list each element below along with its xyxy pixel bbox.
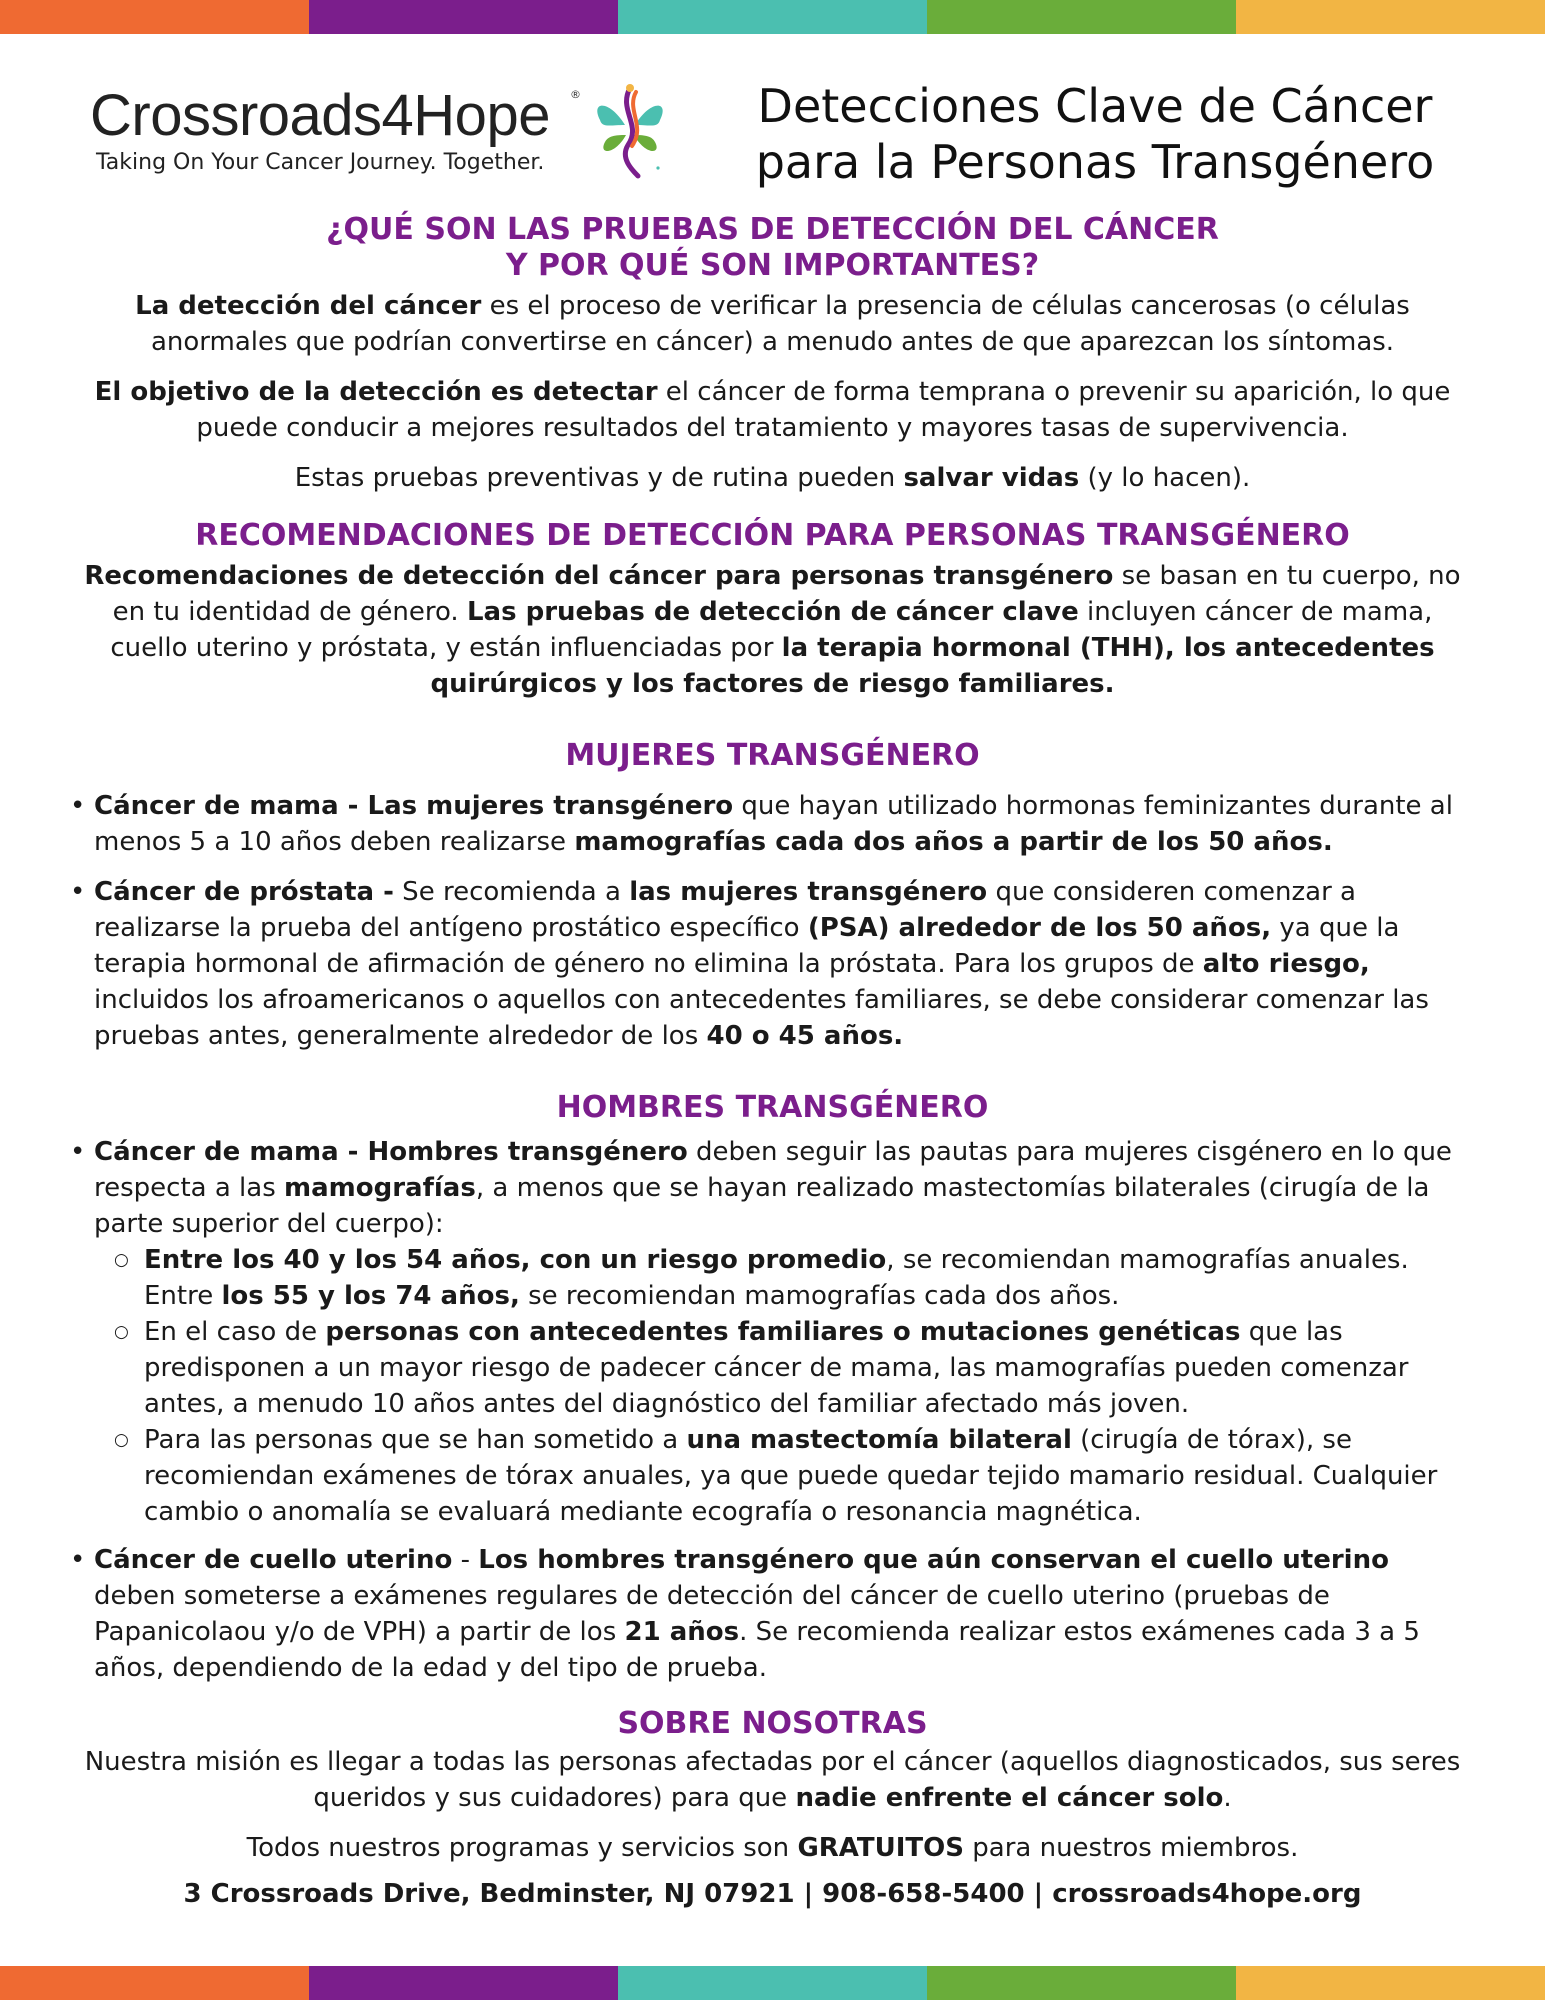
intro-paragraph-3: Estas pruebas preventivas y de rutina pueden salvar vidas (y lo hacen).	[294, 463, 1251, 493]
intro-heading	[70, 212, 1475, 284]
page-title-line2: para la Personas Transgénero	[755, 135, 1435, 189]
list-item-breast-women: • Cáncer de mama - Las mujeres transgénero que hayan utilizado hormonas feminizantes durante al menos 5 a 10 años deben realizarse mamografías cada dos años a partir de los 50 años.	[70, 788, 1475, 860]
trans-men-list	[70, 1134, 1475, 1686]
list-item-breast-men: • Cáncer de mama - Hombres transgénero deben seguir las pautas para mujeres cisgénero en lo que respecta a las mamografías, a menos que se hayan realizado mastectomías bilaterales (cirugía de la parte superior del cuerpo): ○ Entre los 40 y los 54 años, con un riesgo promedio, se recomiendan mamografías anuales. Entre los 55 y los 74 años, se recomiendan mamografías cada dos años. ○ En el caso de personas con antecedentes familiares o mutaciones genéticas que las predisponen a un mayor riesgo de padecer cáncer de mama, las mamografías pueden comenzar antes, a menudo 10 años antes del diagnóstico del familiar afectado más joven. ○ Para las personas que se han sometido a una mastectomía bilateral (cirugía de tórax), se recomiendan exámenes de tórax anuales, ya que puede quedar tejido mamario residual. Cualquier cambio o anomalía se evaluará mediante ecografía o resonancia magnética.	[70, 1134, 1475, 1530]
intro-paragraph-2: El objetivo de la detección es detectar el cáncer de forma temprana o prevenir su aparición, lo que puede conducir a mejores resultados del tratamiento y mayores tasas de supervivencia.	[94, 377, 1451, 443]
list-item-cervical: • Cáncer de cuello uterino - Los hombres transgénero que aún conservan el cuello uterino deben someterse a exámenes regulares de detección del cáncer de cuello uterino (pruebas de Papanicolaou y/o de VPH) a partir de los 21 años. Se recomienda realizar estos exámenes cada 3 a 5 años, dependiendo de la edad y del tipo de prueba.	[70, 1542, 1475, 1686]
intro-paragraph-1: La detección del cáncer es el proceso de verificar la presencia de células cancerosas (o células anormales que podrían convertirse en cáncer) a menudo antes de que aparezcan los síntomas.	[135, 291, 1410, 357]
intro-heading-line1: ¿QUÉ SON LAS PRUEBAS DE DETECCIÓN DEL CÁNCER	[326, 212, 1219, 247]
sub-item-average-risk: ○ Entre los 40 y los 54 años, con un riesgo promedio, se recomiendan mamografías anuales. Entre los 55 y los 74 años, se recomiendan mamografías cada dos años.	[94, 1242, 1475, 1314]
logo-name: Crossroads4Hope	[90, 83, 550, 148]
bottom-color-stripe	[0, 1966, 1545, 2000]
butterfly-logo-icon	[580, 80, 680, 180]
trans-women-heading: MUJERES TRANSGÉNERO	[565, 738, 980, 773]
logo	[90, 78, 690, 188]
breast-men-sublist	[94, 1242, 1475, 1530]
logo-tagline: Taking On Your Cancer Journey. Together.	[96, 150, 545, 175]
top-color-stripe	[0, 0, 1545, 34]
about-free-services: Todos nuestros programas y servicios son GRATUITOS para nuestros miembros.	[246, 1833, 1299, 1863]
contact-info: 3 Crossroads Drive, Bedminster, NJ 07921 | 908-658-5400 | crossroads4hope.org	[183, 1879, 1362, 1909]
header	[90, 78, 1490, 188]
recommendations-paragraph: Recomendaciones de detección del cáncer para personas transgénero se basan en tu cuerpo, no en tu identidad de género. Las pruebas de detección de cáncer clave incluyen cáncer de mama, cuello uterino y próstata, y están influenciadas por la terapia hormonal (THH), los antecedentes quirúrgicos y los factores de riesgo familiares.	[84, 561, 1461, 699]
page-title-line1: Detecciones Clave de Cáncer	[757, 79, 1433, 133]
trans-women-list	[70, 788, 1475, 1054]
sub-item-family-history: ○ En el caso de personas con antecedentes familiares o mutaciones genéticas que las predisponen a un mayor riesgo de padecer cáncer de mama, las mamografías pueden comenzar antes, a menudo 10 años antes del diagnóstico del familiar afectado más joven.	[94, 1314, 1475, 1422]
page-title	[720, 78, 1470, 190]
about-paragraph: Nuestra misión es llegar a todas las personas afectadas por el cáncer (aquellos diagnosticados, sus seres queridos y sus cuidadores) para que nadie enfrente el cáncer solo.	[84, 1747, 1461, 1813]
logo-registered-mark: ®	[570, 88, 581, 101]
trans-men-heading: HOMBRES TRANSGÉNERO	[556, 1090, 989, 1125]
intro-heading-line2: Y POR QUÉ SON IMPORTANTES?	[505, 248, 1040, 283]
main-content	[70, 212, 1475, 1912]
sub-item-mastectomy: ○ Para las personas que se han sometido a una mastectomía bilateral (cirugía de tórax), se recomiendan exámenes de tórax anuales, ya que puede quedar tejido mamario residual. Cualquier cambio o anomalía se evaluará mediante ecografía o resonancia magnética.	[94, 1422, 1475, 1530]
recommendations-heading: RECOMENDACIONES DE DETECCIÓN PARA PERSONAS TRANSGÉNERO	[195, 518, 1350, 553]
list-item-prostate: • Cáncer de próstata - Se recomienda a las mujeres transgénero que consideren comenzar a realizarse la prueba del antígeno prostático específico (PSA) alrededor de los 50 años, ya que la terapia hormonal de afirmación de género no elimina la próstata. Para los grupos de alto riesgo, incluidos los afroamericanos o aquellos con antecedentes familiares, se debe considerar comenzar las pruebas antes, generalmente alrededor de los 40 o 45 años.	[70, 874, 1475, 1054]
about-heading: SOBRE NOSOTRAS	[617, 1706, 928, 1741]
